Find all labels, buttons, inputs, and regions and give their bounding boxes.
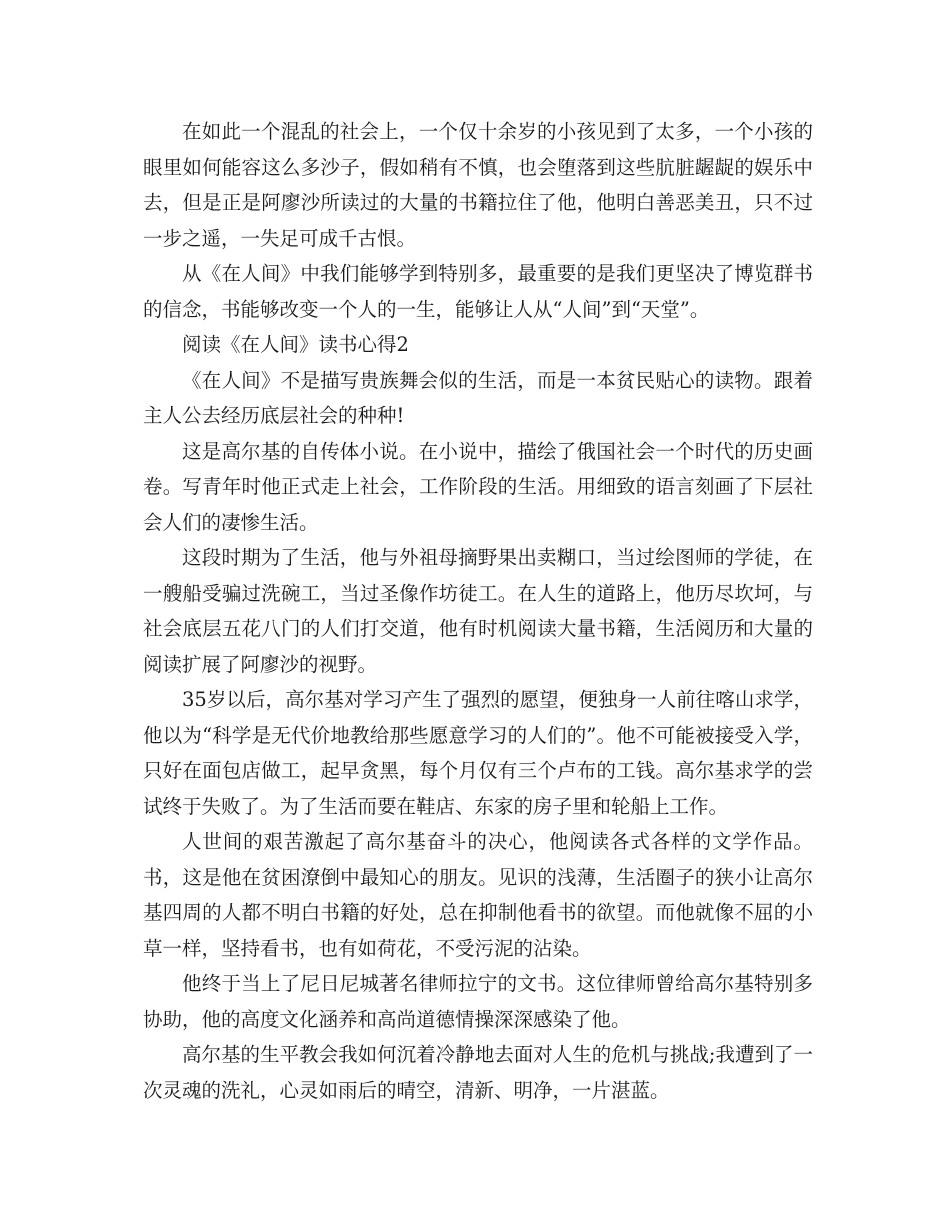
section-heading-reading-notes-2: 阅读《在人间》读书心得2 xyxy=(182,333,409,356)
paragraph-working-period: 这段时期为了生活，他与外祖母摘野果出卖糊口，当过绘图师的学徒，在一艘船受骗过洗碗工，当过圣像作坊徒工。在人生的道路上，他历尽坎坷，与社会底层五花八门的人们打交道，他有时机阅读大量书籍，生活阅历和大量的阅读扩展了阿廖沙的视野。 xyxy=(143,546,813,676)
document-body xyxy=(143,114,813,1108)
paragraph-autobiographical-novel: 这是高尔基的自传体小说。在小说中，描绘了俄国社会一个时代的历史画卷。写青年时他正式走上社会，工作阶段的生活。用细致的语言刻画了下层社会人们的凄惨生活。 xyxy=(143,439,813,534)
paragraph-not-aristocratic-life: 《在人间》不是描写贵族舞会似的生活，而是一本贫民贴心的读物。跟着主人公去经历底层社会的种种! xyxy=(143,368,813,427)
paragraph-life-lesson: 高尔基的生平教会我如何沉着冷静地去面对人生的危机与挑战;我遭到了一次灵魂的洗礼，心灵如雨后的晴空，清新、明净，一片湛蓝。 xyxy=(143,1043,813,1102)
paragraph-lawyer-clerk: 他终于当上了尼日尼城著名律师拉宁的文书。这位律师曾给高尔基特别多协助，他的高度文化涵养和高尚道德情操深深感染了他。 xyxy=(143,972,813,1031)
paragraph-kazan-study: 35岁以后，高尔基对学习产生了强烈的愿望，便独身一人前往喀山求学，他以为“科学是无代价地教给那些愿意学习的人们的”。他不可能被接受入学，只好在面包店做工，起早贪黑，每个月仅有三个卢布的工钱。高尔基求学的尝试终于失败了。为了生活而要在鞋店、东家的房子里和轮船上工作。 xyxy=(143,688,813,818)
paragraph-learned-from-book: 从《在人间》中我们能够学到特别多，最重要的是我们更坚决了博览群书的信念，书能够改变一个人的一生，能够让人从“人间”到“天堂”。 xyxy=(143,262,813,321)
paragraph-hardship-and-books: 人世间的艰苦激起了高尔基奋斗的决心，他阅读各式各样的文学作品。书，这是他在贫困潦倒中最知心的朋友。见识的浅薄，生活圈子的狭小让高尔基四周的人都不明白书籍的好处，总在抑制他看书的欲望。而他就像不屈的小草一样，坚持看书，也有如荷花，不受污泥的沾染。 xyxy=(143,830,813,960)
paragraph-chaotic-society: 在如此一个混乱的社会上，一个仅十余岁的小孩见到了太多，一个小孩的眼里如何能容这么多沙子，假如稍有不慎，也会堕落到这些肮脏龌龊的娱乐中去，但是正是阿廖沙所读过的大量的书籍拉住了他，他明白善恶美丑，只不过一步之遥，一失足可成千古恨。 xyxy=(143,120,813,250)
